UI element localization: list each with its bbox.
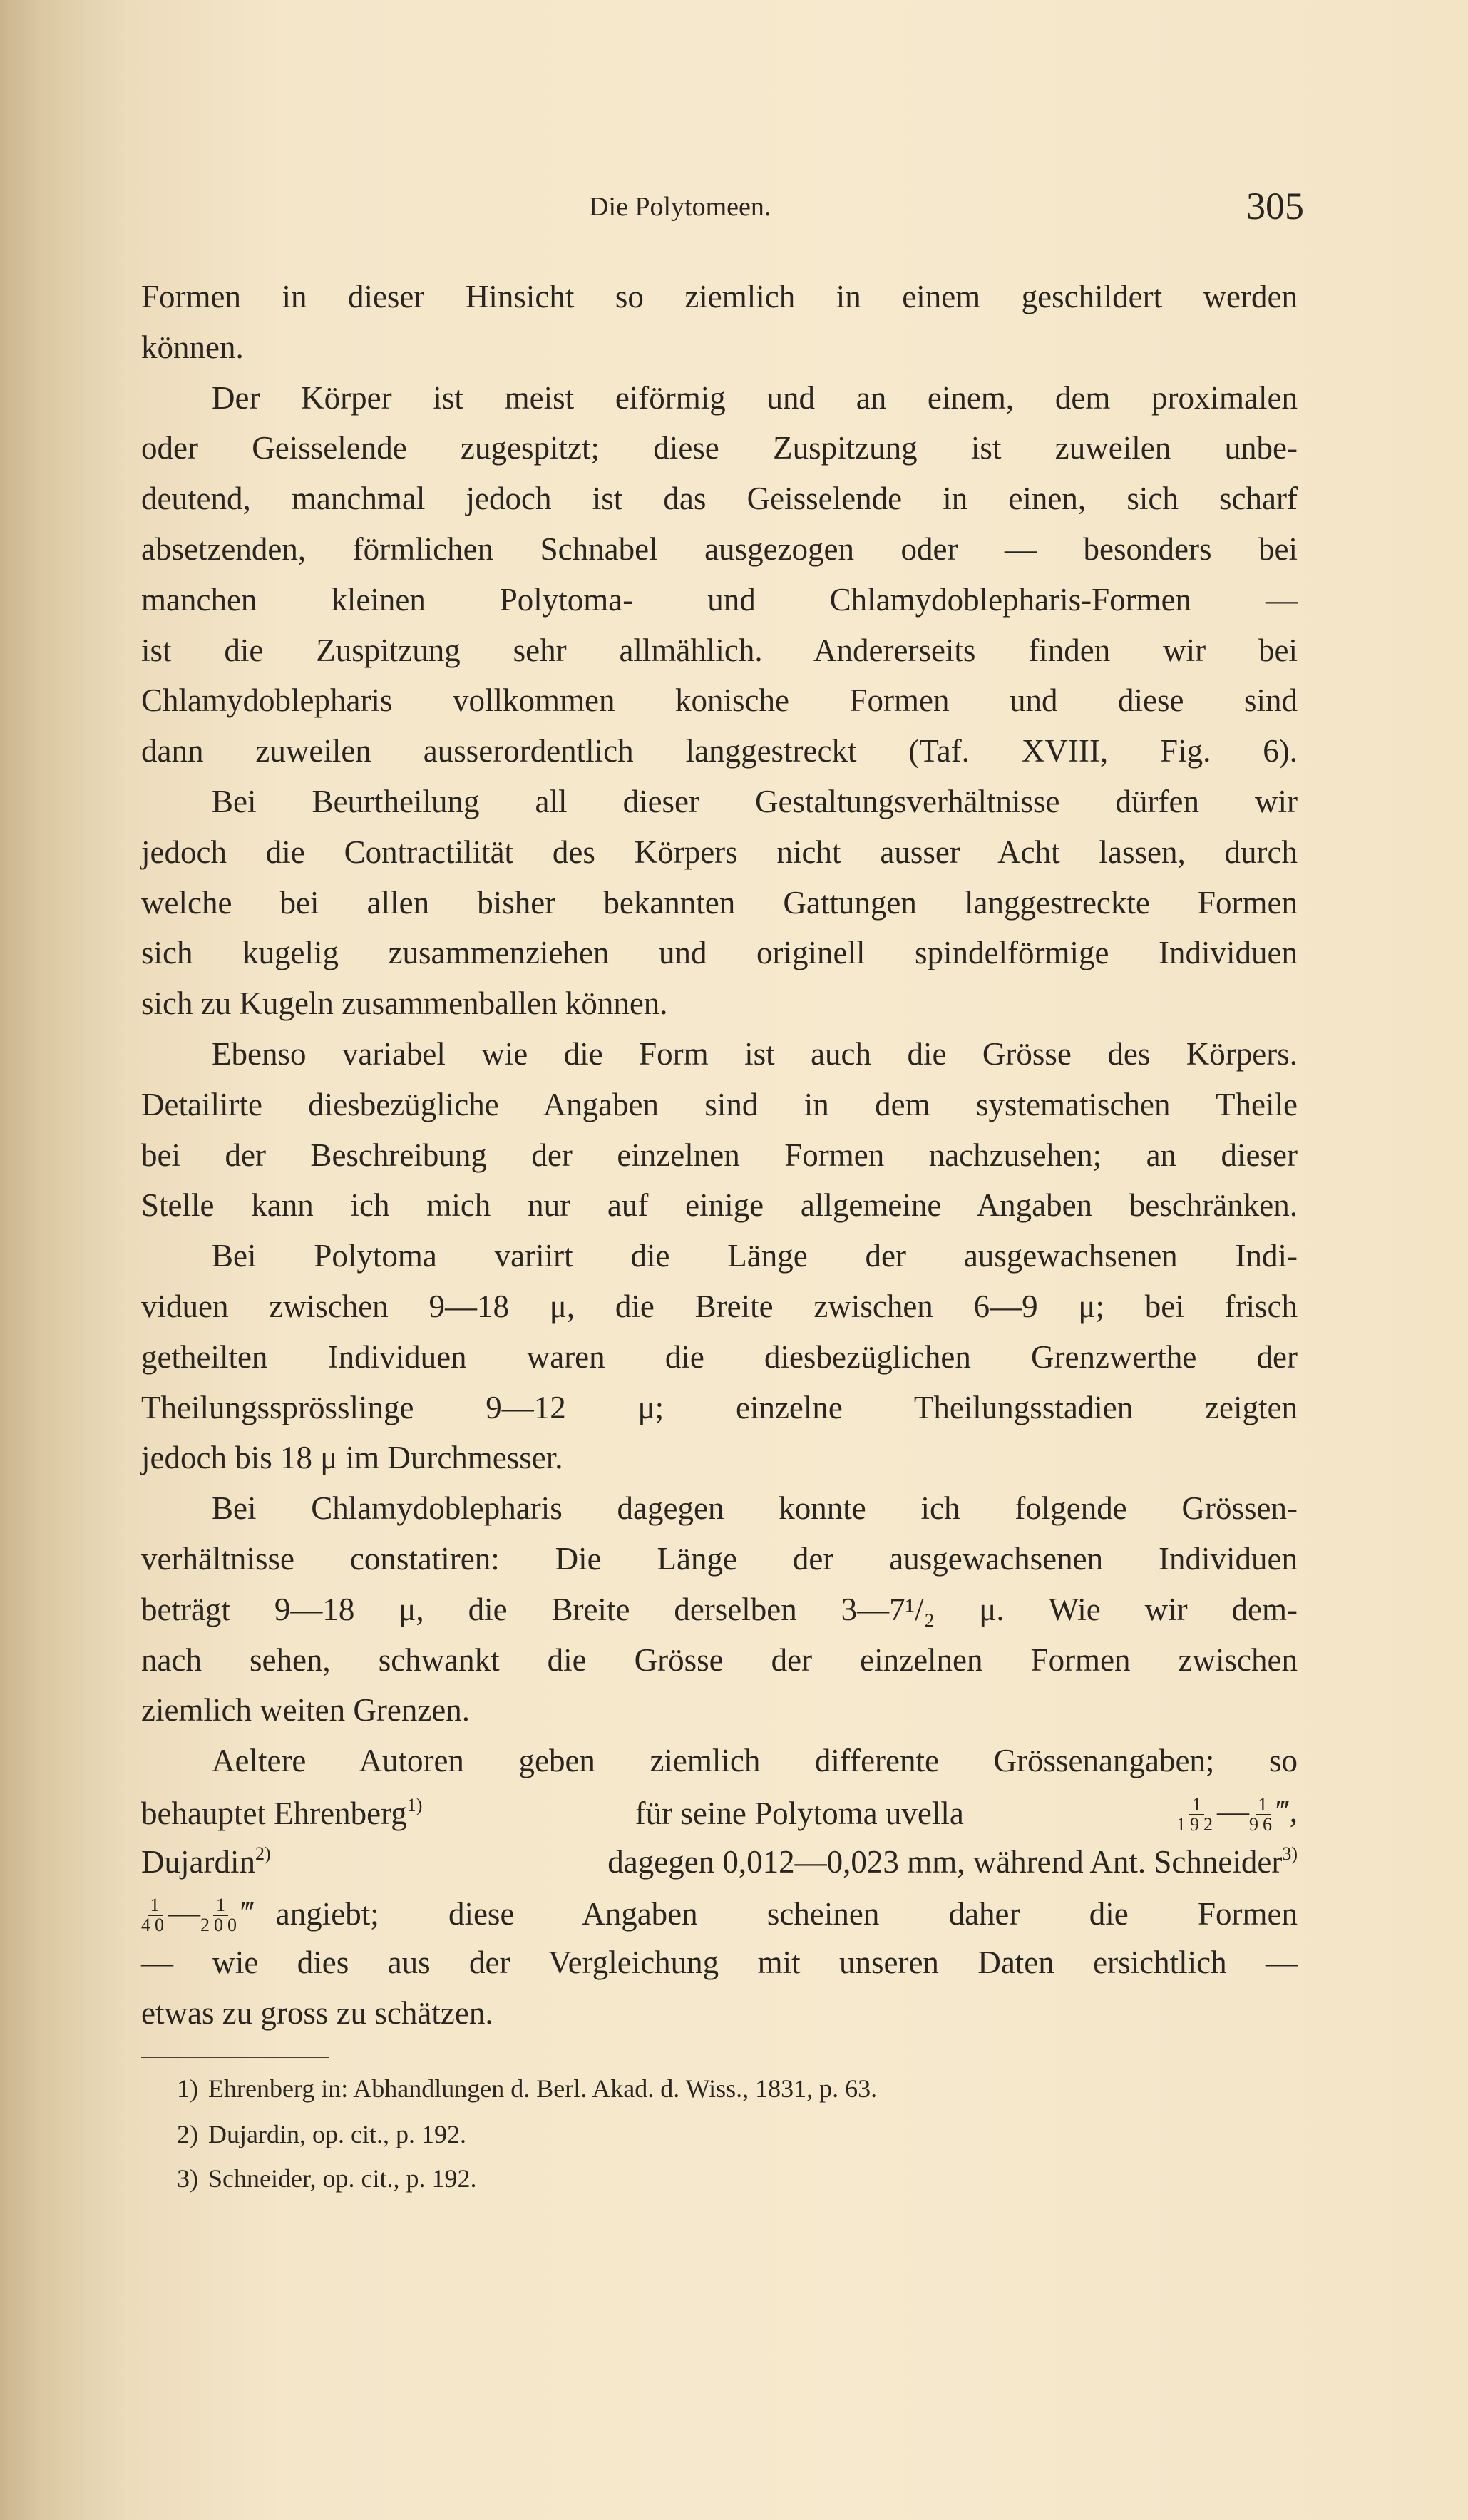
- text-line: Bei Beurtheilung all dieser Gestaltungsverhältnisse dürfen wir: [212, 784, 1298, 819]
- text-line: Chlamydoblepharis vollkommen konische Formen und diese sind: [141, 682, 1298, 719]
- footnote: [177, 2074, 877, 2104]
- text-line: Bei Polytoma variirt die Länge der ausgewachsenen Indi-: [212, 1238, 1298, 1274]
- text-line: deutend, manchmal jedoch ist das Geisselende in einen, sich scharf: [141, 481, 1298, 517]
- footnote-text: Schneider, op. cit., p. 192.: [208, 2164, 477, 2193]
- text-line: verhältnisse constatiren: Die Länge der ausgewachsenen Individuen: [141, 1541, 1298, 1577]
- footnote: [177, 2119, 466, 2149]
- text-line: [141, 1793, 1298, 1834]
- text-line: nach sehen, schwankt die Grösse der einzelnen Formen zwischen: [141, 1641, 1298, 1678]
- text-line: Stelle kann ich mich nur auf einige allgemeine Angaben beschränken.: [141, 1187, 1298, 1224]
- running-title: Die Polytomeen.: [589, 192, 771, 222]
- footnote: [177, 2163, 477, 2193]
- text-line: sich zu Kugeln zusammenballen können.: [141, 985, 668, 1022]
- text-line: Detailirte diesbezügliche Angaben sind in dem systematischen Theile: [141, 1086, 1298, 1122]
- text-line: dann zuweilen ausserordentlich langgestreckt (Taf. XVIII, Fig. 6).: [141, 733, 1298, 769]
- text-line: Ebenso variabel wie die Form ist auch die Grösse des Körpers.: [212, 1036, 1298, 1072]
- text-line: jedoch die Contractilität des Körpers nicht ausser Acht lassen, durch: [141, 834, 1298, 870]
- text-line: — wie dies aus der Vergleichung mit unseren Daten ersichtlich —: [141, 1945, 1298, 1981]
- text-line: ziemlich weiten Grenzen.: [141, 1692, 471, 1728]
- text-line: Bei Chlamydoblepharis dagegen konnte ich folgende Grössen-: [212, 1490, 1298, 1527]
- text-line: welche bei allen bisher bekannten Gattungen langgestreckte Formen: [141, 884, 1298, 921]
- text-line: beträgt 9—18 μ, die Breite derselben 3—7¹/₂ μ. Wie wir dem-: [141, 1591, 1298, 1627]
- text-line: absetzenden, förmlichen Schnabel ausgezogen oder — besonders bei: [141, 531, 1298, 567]
- footnote-text: Ehrenberg in: Abhandlungen d. Berl. Akad. d. Wiss., 1831, p. 63.: [208, 2074, 878, 2103]
- text-line: etwas zu gross zu schätzen.: [141, 1995, 493, 2032]
- text-line: Formen in dieser Hinsicht so ziemlich in einem geschildert werden: [141, 279, 1298, 314]
- text: für seine Polytoma uvella: [635, 1795, 964, 1831]
- text-line: viduen zwischen 9—18 μ, die Breite zwischen 6—9 μ; bei frisch: [141, 1289, 1298, 1324]
- text-line: Der Körper ist meist eiförmig und an einem, dem proximalen: [212, 379, 1298, 416]
- footnote-divider: [141, 2057, 329, 2058]
- text-line: können.: [141, 329, 244, 365]
- footnote-number: 2): [177, 2120, 198, 2148]
- text-line: oder Geisselende zugespitzt; diese Zuspitzung ist zuweilen unbe-: [141, 430, 1298, 466]
- text: Dujardin: [141, 1843, 255, 1880]
- text-line: jedoch bis 18 μ im Durchmesser.: [141, 1440, 563, 1476]
- footnote-number: 1): [177, 2074, 198, 2103]
- text: dagegen 0,012—0,023 mm, während Ant. Schneider: [607, 1843, 1283, 1880]
- footnote-text: Dujardin, op. cit., p. 192.: [208, 2120, 466, 2148]
- text-line: Theilungssprösslinge 9—12 μ; einzelne Theilungsstadien zeigten: [141, 1389, 1298, 1425]
- footnote-number: 3): [177, 2164, 198, 2193]
- text-line: [141, 1843, 1298, 1880]
- text: behauptet Ehrenberg: [141, 1795, 407, 1831]
- page-number: 305: [1246, 185, 1304, 227]
- footnote-ref: 3): [1282, 1843, 1298, 1864]
- text-line: ist die Zuspitzung sehr allmählich. Andererseits finden wir bei: [141, 632, 1298, 668]
- text-line: bei der Beschreibung der einzelnen Formen nachzusehen; an dieser: [141, 1137, 1298, 1173]
- text-line: sich kugelig zusammenziehen und originell spindelförmige Individuen: [141, 935, 1298, 971]
- footnote-ref: 1): [406, 1794, 423, 1815]
- fraction-range: $\frac{1}{192}$ — $\frac{1}{96}$ ‴,: [1176, 1793, 1298, 1835]
- text-line: [141, 1894, 1298, 1935]
- text-line: manchen kleinen Polytoma- und Chlamydoblepharis-Formen —: [141, 581, 1298, 618]
- text-line: Aeltere Autoren geben ziemlich differente Grössenangaben; so: [212, 1743, 1298, 1779]
- fraction-range: $\frac{1}{40}$ — $\frac{1}{200}$ ‴: [141, 1894, 255, 1936]
- text: angiebt; diese Angaben scheinen daher die Formen: [275, 1896, 1298, 1932]
- text-line: getheilten Individuen waren die diesbezüglichen Grenzwerthe der: [141, 1338, 1298, 1375]
- footnote-ref: 2): [255, 1843, 271, 1864]
